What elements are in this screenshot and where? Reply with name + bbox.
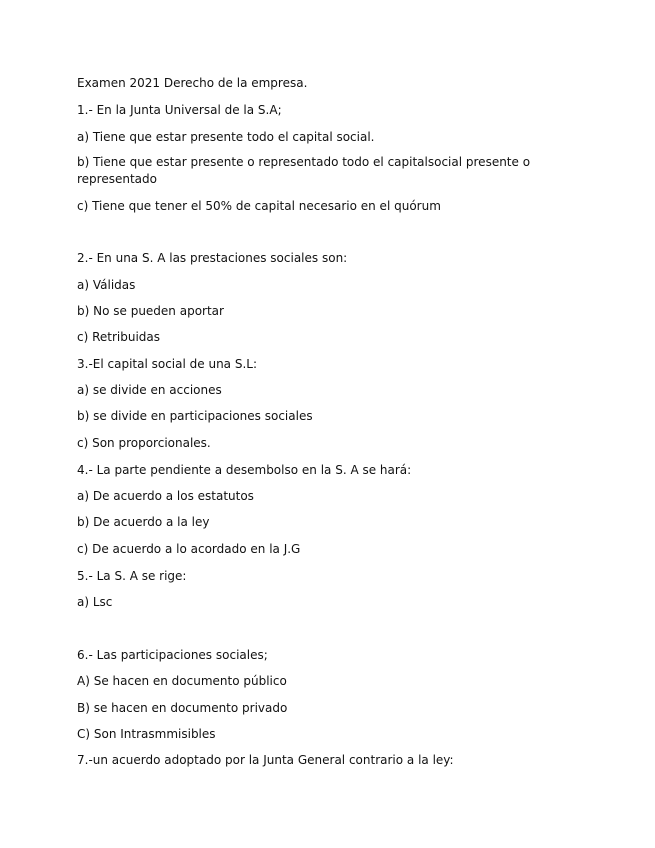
question-3: 3.-El capital social de una S.L: [77, 357, 257, 371]
question-2-option-c: c) Retribuidas [77, 330, 161, 344]
question-1-option-b: b) Tiene que estar presente o representado todo el capitalsocial presente o representado [77, 155, 531, 186]
question-5-option-a: a) Lsc [77, 595, 113, 609]
question-6-option-a: A) Se hacen en documento público [77, 674, 287, 688]
document-title: Examen 2021 Derecho de la empresa. [77, 76, 308, 90]
question-3-option-b: b) se divide en participaciones sociales [77, 409, 313, 423]
question-4-option-c: c) De acuerdo a lo acordado en la J.G [77, 542, 301, 556]
question-7: 7.-un acuerdo adoptado por la Junta General contrario a la ley: [77, 753, 454, 767]
question-4: 4.- La parte pendiente a desembolso en la S. A se hará: [77, 463, 412, 477]
question-6-option-b: B) se hacen en documento privado [77, 701, 288, 715]
question-2-option-a: a) Válidas [77, 278, 136, 292]
question-5: 5.- La S. A se rige: [77, 569, 187, 583]
question-3-option-c: c) Son proporcionales. [77, 436, 211, 450]
question-3-option-a: a) se divide en acciones [77, 383, 222, 397]
question-1-option-a: a) Tiene que estar presente todo el capital social. [77, 130, 375, 144]
question-2: 2.- En una S. A las prestaciones sociales son: [77, 251, 348, 265]
question-1-option-c: c) Tiene que tener el 50% de capital necesario en el quórum [77, 199, 441, 213]
question-4-option-b: b) De acuerdo a la ley [77, 515, 210, 529]
question-1: 1.- En la Junta Universal de la S.A; [77, 103, 282, 117]
question-2-option-b: b) No se pueden aportar [77, 304, 224, 318]
question-4-option-a: a) De acuerdo a los estatutos [77, 489, 254, 503]
question-6: 6.- Las participaciones sociales; [77, 648, 268, 662]
question-6-option-c: C) Son Intrasmmisibles [77, 727, 216, 741]
